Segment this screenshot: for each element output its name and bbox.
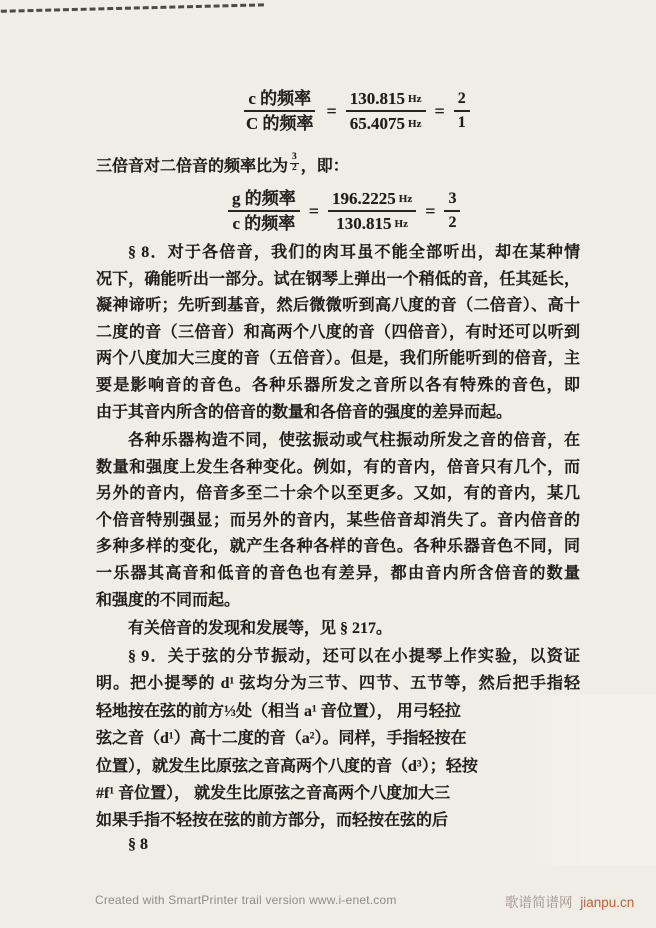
fraction-numerator: g 的频率 — [228, 188, 300, 212]
text-line-truncated: 如果手指不轻按在弦的前方部分，而轻按在弦的后 — [96, 812, 449, 830]
fraction-denominator — [332, 212, 412, 234]
text-line: 各种乐器构造不同，使弦振动或气柱振动所发之音的倍音，在 — [128, 432, 580, 449]
frequency-ratio-equation-1 — [242, 88, 470, 135]
fraction-denominator: 2 — [292, 163, 297, 173]
fraction-lhs — [242, 88, 318, 135]
text-line: 多种多样的变化，就产生各种各样的音色。各种乐器音色不同，同 — [96, 538, 580, 556]
hz-unit: Hz — [408, 93, 422, 105]
equals-sign: = — [425, 200, 436, 221]
inline-fraction — [290, 153, 299, 174]
fraction-numerator: 2 — [454, 89, 470, 112]
equals-sign: = — [326, 100, 337, 121]
text-line: 二度的音（三倍音）和高两个八度的音（四倍音），有时还可以听到 — [96, 323, 580, 341]
text-line: § 8．对于各倍音，我们的肉耳虽不能全部听出，却在某种情 — [128, 244, 580, 261]
text-line: 和强度的不同而起。 — [96, 591, 241, 609]
hz-value: 65.4075 — [349, 114, 406, 134]
text-line: 一乐器其高音和低音的音色也有差异，都由音内所含倍音的数量 — [96, 564, 580, 582]
hz-value: 196.2225 — [332, 189, 396, 208]
fraction-denominator: C 的频率 — [246, 114, 314, 134]
fraction-numerator: 3 — [444, 189, 460, 212]
text-line-truncated: 轻地按在弦的前方⅓处（相当 a¹ 音位置）， 用弓轻拉 — [96, 702, 461, 720]
text-line: 要是影响音的音色。各种乐器所发之音所以各有特殊的音色，即 — [96, 376, 580, 394]
fraction-result — [444, 189, 460, 233]
text-line: 有关倍音的发现和发展等，见 § 217。 — [128, 620, 393, 637]
jianpu-watermark-cn: 歌谱简谱网 — [505, 895, 573, 910]
text-line: § 9．关于弦的分节振动，还可以在小提琴上作实验，以资证 — [128, 648, 580, 665]
hz-value: 130.815 — [349, 89, 406, 108]
text-line: 个倍音特别强显；而另外的音内，某些倍音却消失了。音内倍音的 — [96, 511, 580, 529]
frequency-ratio-equation-2 — [228, 188, 460, 235]
paragraph-section-9-string-experiment — [96, 643, 580, 835]
reference-line-217 — [96, 616, 580, 643]
torn-edge-dashed-line — [0, 3, 264, 13]
smartprinter-watermark: Created with SmartPrinter trail version www.i-enet.com — [95, 893, 397, 907]
fraction-denominator: c 的频率 — [232, 214, 296, 234]
fraction-numerator — [346, 88, 426, 112]
text-line: 明。把小提琴的 d¹ 弦均分为三节、四节、五节等，然后把手指轻 — [96, 675, 580, 693]
text-line-truncated: 位置），就发生比原弦之音高两个八度的音（d³）；轻按 — [96, 757, 478, 775]
fraction-denominator: 2 — [448, 214, 457, 232]
equals-sign: = — [434, 100, 445, 121]
text-line: 由于其音内所含的倍音的数量和各倍音的强度的差异而起。 — [96, 403, 513, 421]
fraction-lhs — [228, 188, 300, 235]
fraction-result — [454, 89, 470, 133]
fraction-hz — [346, 88, 426, 135]
ratio-text-pre: 三倍音对二倍音的频率比为 — [96, 158, 289, 175]
text-line: 另外的音内，倍音多至二十余个以至更多。又如，有的音内，某几 — [96, 485, 580, 503]
ratio-text-post: ，即： — [300, 158, 349, 175]
fraction-numerator — [328, 188, 416, 212]
fraction-hz — [328, 188, 416, 235]
fraction-numerator: c 的频率 — [244, 88, 315, 112]
hz-unit: Hz — [408, 118, 422, 131]
text-line: 两个八度加大三度的音（五倍音）。但是，我们所能听到的倍音，主 — [96, 350, 580, 368]
paragraph-section-8-overtones — [96, 240, 580, 426]
text-line: 凝神谛听；先听到基音，然后微微听到高八度的音（二倍音）、高十 — [96, 297, 580, 315]
hz-value: 130.815 — [336, 214, 392, 234]
hz-unit: Hz — [394, 218, 408, 231]
fraction-denominator: 1 — [457, 114, 466, 132]
ratio-intro-line — [96, 153, 349, 176]
text-line: 况下，确能听出一部分。试在钢琴上弹出一个稍低的音，任其延长， — [96, 270, 580, 288]
text-line: 数量和强度上发生各种变化。例如，有的音内，倍音只有几个，而 — [96, 458, 580, 476]
equals-sign: = — [308, 200, 320, 221]
hz-unit: Hz — [398, 193, 413, 205]
text-line-truncated: #f¹ 音位置）， 就发生比原弦之音高两个八度加大三 — [96, 785, 451, 803]
text-line-truncated: 弦之音（d¹）高十二度的音（a²）。同样，手指轻按在 — [96, 730, 467, 748]
paragraph-timbre-variation — [96, 428, 580, 614]
fraction-denominator — [346, 112, 426, 134]
jianpu-watermark-url: jianpu.cn — [580, 895, 635, 910]
fraction-numerator: 3 — [292, 152, 297, 163]
page-number: § 8 — [128, 836, 148, 853]
jianpu-watermark — [505, 891, 634, 911]
